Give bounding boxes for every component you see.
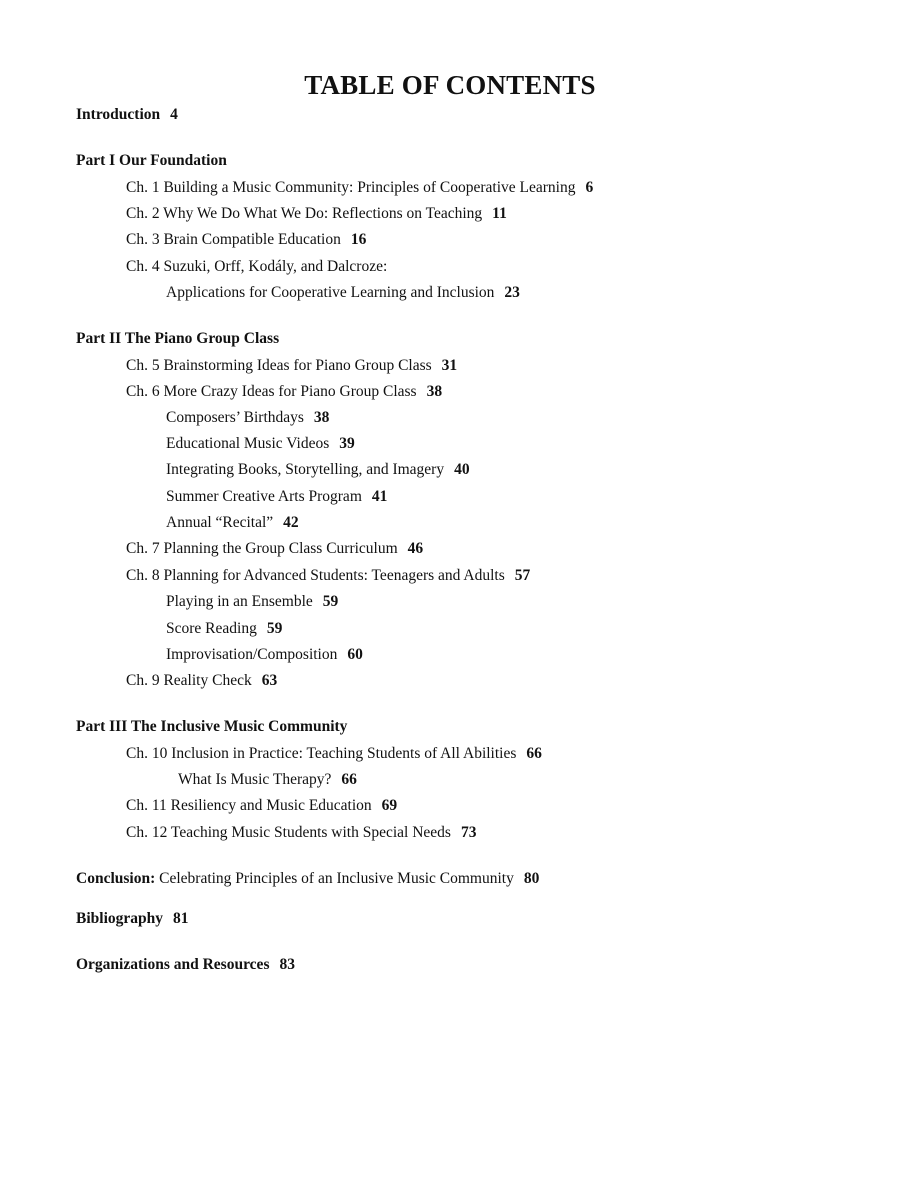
page-number: 23 bbox=[504, 284, 520, 301]
entry-label: Ch. 11 Resiliency and Music Education bbox=[126, 797, 372, 814]
toc-entry-ch4-continued bbox=[166, 283, 520, 303]
page-number: 31 bbox=[441, 357, 458, 374]
toc-entry-ch2 bbox=[126, 204, 507, 224]
toc-entry-ch9 bbox=[126, 671, 277, 691]
page-number: 59 bbox=[322, 593, 339, 610]
toc-subentry bbox=[166, 619, 282, 639]
entry-label: Ch. 6 More Crazy Ideas for Piano Group Class bbox=[126, 383, 417, 400]
toc-entry-ch6 bbox=[126, 382, 442, 402]
toc-subentry bbox=[166, 408, 329, 428]
toc-entry-ch8 bbox=[126, 566, 530, 586]
toc-entry-ch10 bbox=[126, 744, 542, 764]
entry-label: Playing in an Ensemble bbox=[166, 593, 313, 610]
entry-label: Ch. 9 Reality Check bbox=[126, 672, 252, 689]
entry-label: Score Reading bbox=[166, 620, 257, 637]
part-heading-1: Part I Our Foundation bbox=[76, 152, 227, 169]
entry-label: Improvisation/Composition bbox=[166, 646, 338, 663]
toc-entry-ch5 bbox=[126, 356, 457, 376]
entry-label: Ch. 3 Brain Compatible Education bbox=[126, 231, 341, 248]
page-number: 39 bbox=[339, 435, 355, 452]
entry-label: Ch. 7 Planning the Group Class Curriculum bbox=[126, 540, 398, 557]
page-number: 83 bbox=[279, 956, 295, 973]
toc-subentry bbox=[178, 770, 357, 790]
toc-subentry bbox=[166, 434, 355, 454]
entry-label: Introduction bbox=[76, 106, 161, 123]
part-heading-2: Part II The Piano Group Class bbox=[76, 330, 280, 347]
toc-subentry bbox=[166, 513, 299, 533]
entry-label: Applications for Cooperative Learning and Inclusion bbox=[166, 284, 495, 301]
toc-entry-bibliography bbox=[76, 909, 189, 929]
page-number: 73 bbox=[460, 824, 477, 841]
page-number: 69 bbox=[381, 797, 398, 814]
toc-entry-resources bbox=[76, 955, 295, 975]
toc-subentry bbox=[166, 460, 470, 480]
page-number: 60 bbox=[347, 646, 363, 663]
entry-label: Ch. 1 Building a Music Community: Principles of Cooperative Learning bbox=[126, 179, 576, 196]
toc-subentry bbox=[166, 645, 363, 665]
page-number: 38 bbox=[313, 409, 330, 426]
entry-label: Annual “Recital” bbox=[166, 514, 274, 531]
entry-label: Ch. 5 Brainstorming Ideas for Piano Group Class bbox=[126, 357, 432, 374]
toc-entry-ch3 bbox=[126, 230, 366, 250]
toc-entry-ch4: Ch. 4 Suzuki, Orff, Kodály, and Dalcroze: bbox=[126, 258, 388, 275]
toc-entry-ch12 bbox=[126, 823, 476, 843]
page-title: TABLE OF CONTENTS bbox=[304, 70, 596, 100]
entry-label: Ch. 2 Why We Do What We Do: Reflections on Teaching bbox=[126, 205, 483, 222]
page-number: 42 bbox=[283, 514, 299, 531]
page-number: 6 bbox=[585, 179, 594, 196]
page-number: 59 bbox=[266, 620, 283, 637]
entry-lead: Conclusion: bbox=[76, 870, 156, 887]
entry-label: Celebrating Principles of an Inclusive Music Community bbox=[155, 870, 514, 887]
page-number: 66 bbox=[526, 745, 542, 762]
entry-label: Integrating Books, Storytelling, and Imagery bbox=[166, 461, 445, 478]
page-number: 4 bbox=[170, 106, 178, 123]
page-number: 16 bbox=[350, 231, 367, 248]
entry-label: Summer Creative Arts Program bbox=[166, 488, 362, 505]
toc-entry-conclusion bbox=[76, 869, 539, 889]
page-number: 40 bbox=[454, 461, 470, 478]
toc-subentry bbox=[166, 592, 338, 612]
page-number: 80 bbox=[523, 870, 540, 887]
toc-entry-ch1 bbox=[126, 178, 593, 198]
part-heading-3: Part III The Inclusive Music Community bbox=[76, 718, 348, 735]
toc-entry-ch7 bbox=[126, 539, 423, 559]
page-number: 38 bbox=[426, 383, 443, 400]
page-number: 46 bbox=[407, 540, 424, 557]
page-number: 81 bbox=[173, 910, 189, 927]
page-number: 41 bbox=[371, 488, 388, 505]
toc-entry-introduction bbox=[76, 105, 178, 125]
toc-subentry bbox=[166, 487, 387, 507]
entry-label: Composers’ Birthdays bbox=[166, 409, 304, 426]
entry-label: Organizations and Resources bbox=[76, 956, 270, 973]
entry-label: Ch. 10 Inclusion in Practice: Teaching Students of All Abilities bbox=[126, 745, 517, 762]
entry-label: Educational Music Videos bbox=[166, 435, 330, 452]
entry-label: Ch. 8 Planning for Advanced Students: Teenagers and Adults bbox=[126, 567, 505, 584]
entry-label: Bibliography bbox=[76, 910, 163, 927]
page-number: 63 bbox=[261, 672, 278, 689]
page-number: 57 bbox=[514, 567, 531, 584]
toc-entry-ch11 bbox=[126, 796, 397, 816]
page-number: 11 bbox=[492, 205, 507, 222]
page-number: 66 bbox=[341, 771, 357, 788]
entry-label: Ch. 12 Teaching Music Students with Special Needs bbox=[126, 824, 451, 841]
entry-label: What Is Music Therapy? bbox=[178, 771, 332, 788]
